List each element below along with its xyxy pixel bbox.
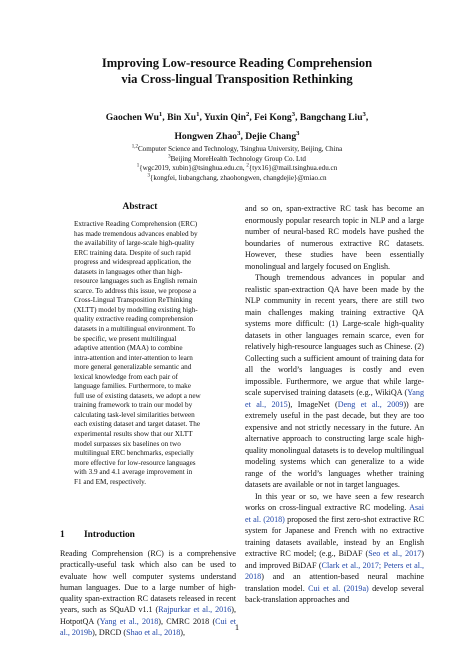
abstract-line: be specific, we present multilingual [74,334,177,343]
citation-link[interactable]: Yang et al., 2015 [245,388,424,409]
body-text: proposed the first zero-shot extractive RC system for Japanese and French with no extractive training datasets available, instead by an English extractive RC model; (e.g., BiDAF ( [245,514,424,558]
author-line-2: Hongwen Zhao$^3$, Dejie Chang$^3$ [174,129,300,142]
body-text: develop several back-translation approaches and [245,583,424,604]
author-name: Gaochen Wu [105,112,159,123]
body-paragraph: and so on, span-extractive RC task has become an enormously popular research topic in NLP and a large number of neural-based RC models have pushed the boundaries of numerous extractive RC datasets. However, these studies have been essentially monolingual and largely focused on English. [245,204,424,271]
author-name: Dejie Chang [245,131,297,142]
abstract-line: datasets in languages other than high- [74,267,183,276]
abstract-line: each existing dataset and target dataset. The [74,420,201,429]
abstract-line: language families. Furthermore, to make [74,382,191,391]
abstract-body [74,220,220,487]
author-name: Yuxin Qin [203,112,246,123]
author-affil-mark: 3 [362,110,366,118]
body-text: In this year or so, we have seen a few research works on cross-lingual extractive RC modeling. [245,491,424,512]
abstract-line: training framework to train our model by [74,401,193,410]
abstract-line: the availability of large-scale high-quality [74,239,195,248]
body-text: Though tremendous advances in popular and realistic span-extraction QA have been made by the NLP community in recent years, there are still two main challenges making training extractive QA systems more difficult: (1) Large-scale high-quality datasets in other languages remain scarce, even for relatively high-resource languages such as Chinese. (2) Collecting such a sufficient amount of training data for all the world’s languages is costly and even impossible. Furthermore, we argue that while large-scale supervised training datasets (e.g., WikiQA ( [245,273,424,397]
body-paragraph [245,272,424,491]
email-text[interactable]: {wgc2019, xubin}@tsinghua.edu.cn, [139,164,247,172]
citation-link[interactable]: Clark et al., 2017; Peters et al., 2018 [245,560,424,581]
affil-mark: 2 [246,163,249,169]
abstract-heading: Abstract [122,202,158,212]
citation-link[interactable]: Cui et al. (2019a) [308,583,369,593]
abstract-line: multilingual ERC benchmarks, especially [74,449,194,458]
abstract-line: ERC training data. Despite of such rapid [74,248,191,257]
abstract-line: scarce. To address this issue, we propose a [74,286,197,295]
affiliation-text: Computer Science and Technology, Tsinghua University, Beijing, China [137,145,343,153]
title-line-2: via Cross-lingual Transposition Rethinking [121,72,353,86]
email-text[interactable]: {kongfei, liubangchang, zhaohongwen, changdejie}@miao.cn [149,173,327,182]
intro-text: ), CMRC 2018 ( [158,616,216,626]
author-name: Hongwen Zhao [174,131,238,142]
body-text: ), ImageNet ( [287,399,338,409]
abstract-line: adaptive attention (MAA) to combine [74,344,183,353]
citation-link[interactable]: Rajpurkar et al., 2016 [158,605,232,615]
abstract-line: with 3.9 and 4.1 average improvement in [74,468,193,477]
paper-title [40,55,434,87]
author-name: Bin Xu [167,112,197,123]
abstract-line: experimental results show that our XLTT [74,430,193,439]
author-list [40,108,434,146]
author-line-1: Gaochen Wu$^1$, Bin Xu$^1$, Yuxin Qin$^2$, Fei Kong$^3$, Bangchang Liu$^3$, [105,110,369,123]
title-line-1: Improving Low-resource Reading Comprehension [101,56,373,70]
page-number: 1 [234,622,240,632]
section-number: 1 [60,530,65,540]
abstract-line: Extractive Reading Comprehension (ERC) [74,220,198,228]
abstract-line: calculating task-level similarities between [74,410,195,419]
author-affil-mark: 3 [291,110,296,118]
intro-text: ), [180,628,186,638]
abstract-line: more general generalizable semantic and [74,363,192,372]
abstract-line: Cross-Lingual Transposition ReThinking [74,296,193,305]
abstract-line: (XLTT) model by modelling existing high- [74,305,198,314]
abstract-line: datasets in a multilingual environment. To [74,325,196,334]
author-affil-mark: 1 [158,110,163,118]
citation-link[interactable]: Deng et al., 2009 [337,399,404,409]
email-line [40,164,434,174]
abstract-line: quality extractive reading comprehension [74,315,194,324]
abstract-line: F1 and EM, respectively. [74,477,146,486]
abstract-line: progress and widespread application, the [74,258,192,267]
citation-link[interactable]: Yang et al., 2018 [99,616,159,626]
author-affil-mark: 3 [237,129,241,137]
abstract-line: resource languages such as English remain [74,277,198,286]
affiliation-text: Beijing MoreHealth Technology Group Co. Ltd [170,154,306,163]
intro-text: Reading Comprehension (RC) is a comprehensive practically-useful task which also can be used to evaluate how well computer systems understand human languages. Due to a large number of high-quality span-extraction RC datasets released in recent years, such as SQuAD v1.1 ( [60,549,236,615]
citation-link[interactable]: Asai et al. (2018) [245,503,424,524]
abstract-line: lexical knowledge from each pair of [74,372,178,381]
citation-link[interactable]: Cui et al., 2019b [60,616,236,638]
author-name: Fei Kong [254,112,292,123]
body-paragraph [245,491,424,606]
author-affil-mark: 2 [246,110,250,118]
section-title: Introduction [84,530,135,540]
affil-mark: 3 [168,154,171,160]
abstract-line: full use of existing datasets, we adopt a new [74,391,201,400]
section-heading-introduction [60,530,236,540]
intro-text: ), DRCD ( [92,628,127,638]
email-text[interactable]: {tyx16}@mail.tsinghua.edu.cn [248,164,338,172]
citation-link[interactable]: Seo et al., 2017 [368,549,422,558]
affil-mark: 3 [147,173,150,179]
author-name: Bangchang Liu [299,112,363,123]
citation-link[interactable]: Shao et al., 2018 [126,628,181,638]
intro-text: ), HotpotQA ( [60,605,236,626]
author-affil-mark: 3 [296,129,300,137]
author-affil-mark: 1 [196,110,200,118]
body-text: ) and improved BiDAF ( [245,549,424,570]
body-text: )) are extremely useful in the past decade, but they are too expensive and not strictly necessary in the future. An alternative approach to constructing large scale high-quality monolingual datasets is to develop multilingual modeling systems which can generalize to a wide range of the world’s languages whether training datasets are available or not in target languages. [245,399,424,489]
affiliation-line [40,155,434,165]
email-line [40,174,434,184]
affiliation-line [40,145,434,155]
abstract-line: more effective for low-resource languages [74,458,196,467]
affil-mark: 1,2 [131,144,138,150]
affil-mark: 1 [136,163,140,169]
right-column [245,203,424,606]
abstract-line: model surpasses six baselines on two [74,439,181,448]
abstract-line: intra-attention and inter-attention to learn [74,353,193,362]
abstract-line: has made tremendous advances enabled by [74,229,198,238]
body-text: ) and an attention-based neural machine translation model. [245,572,424,593]
affiliations [40,145,434,183]
